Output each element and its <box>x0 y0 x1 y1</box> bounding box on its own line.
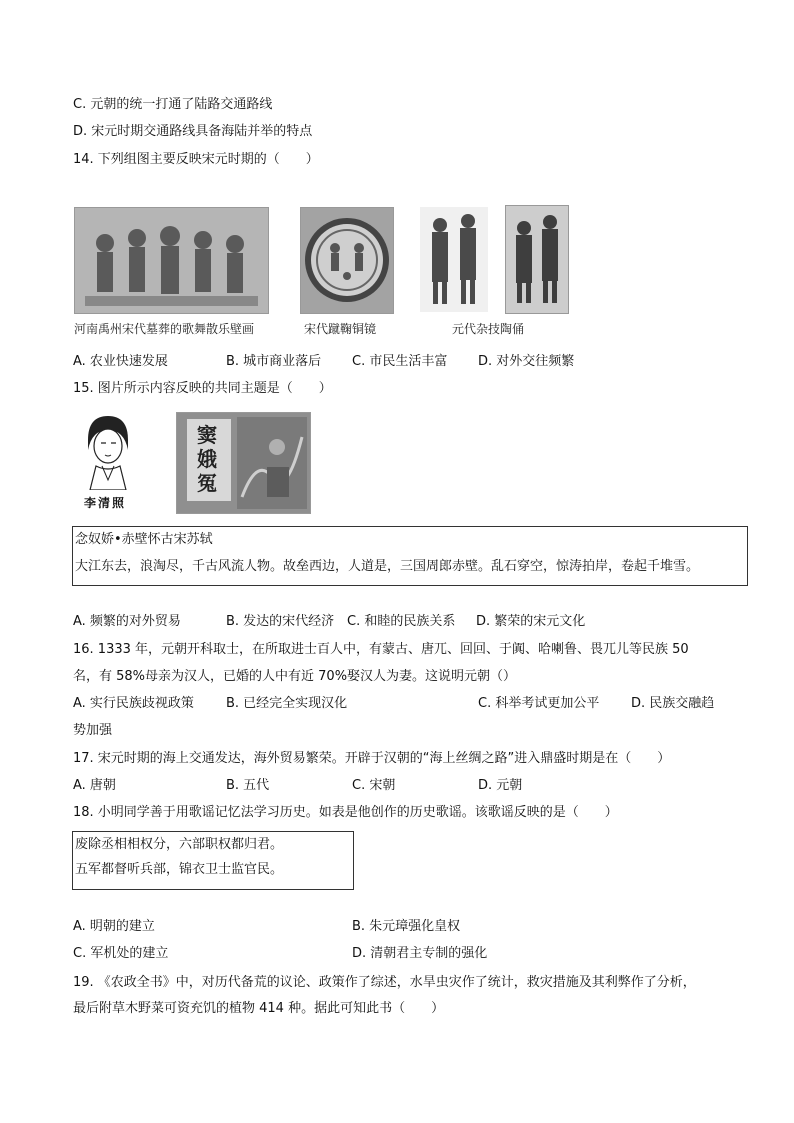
q16-option-d[interactable]: D. 民族交融趋 <box>631 696 715 711</box>
q14-stem: 14. 下列组图主要反映宋元时期的（ ） <box>73 152 319 167</box>
mural-figures-icon <box>75 208 268 313</box>
poem-text: 大江东去，浪淘尽，千古风流人物。故垒西边，人道是，三国周郎赤壁。乱石穿空，惊涛拍岸，卷起千堆雪。 <box>75 559 700 574</box>
cover-char-1: 窦 <box>197 423 217 447</box>
poem-box <box>72 526 748 586</box>
q16-option-a[interactable]: A. 实行民族歧视政策 <box>73 696 194 711</box>
cover-illustration-icon <box>237 417 307 509</box>
q17-option-a[interactable]: A. 唐朝 <box>73 778 116 793</box>
q15-option-a[interactable]: A. 频繁的对外贸易 <box>73 614 181 629</box>
ballad-line-2: 五军都督听兵部，锦衣卫士监官民。 <box>75 862 284 877</box>
q15-option-c[interactable]: C. 和睦的民族关系 <box>347 614 456 629</box>
q18-option-a[interactable]: A. 明朝的建立 <box>73 919 155 934</box>
cuju-mirror-image <box>300 207 394 314</box>
figurine-caption: 元代杂技陶俑 <box>452 322 525 336</box>
q16-option-d-continuation: 势加强 <box>73 723 113 738</box>
q18-option-b[interactable]: B. 朱元璋强化皇权 <box>352 919 461 934</box>
q16-line-2: 名，有 58%母亲为汉人，已婚的人中有近 70%娶汉人为妻。这说明元朝（） <box>73 669 517 684</box>
mirror-caption: 宋代蹴鞠铜镜 <box>304 322 377 336</box>
mural-caption: 河南禹州宋代墓葬的歌舞散乐壁画 <box>74 322 255 336</box>
song-mural-image <box>74 207 269 314</box>
ballad-line-1: 废除丞相相权分，六部职权都归君。 <box>75 837 284 852</box>
poem-title: 念奴娇•赤壁怀古宋苏轼 <box>75 532 213 547</box>
yuan-figurine-image-2 <box>505 205 569 314</box>
q15-option-b[interactable]: B. 发达的宋代经济 <box>226 614 335 629</box>
q14-option-b[interactable]: B. 城市商业落后 <box>226 354 322 369</box>
q17-option-c[interactable]: C. 宋朝 <box>352 778 396 793</box>
q18-option-d[interactable]: D. 清朝君主专制的强化 <box>352 946 488 961</box>
figurine-pair-icon <box>506 206 568 313</box>
ballad-box <box>72 831 354 890</box>
q17-option-b[interactable]: B. 五代 <box>226 778 270 793</box>
q14-option-a[interactable]: A. 农业快速发展 <box>73 354 168 369</box>
bronze-mirror-icon <box>301 208 393 313</box>
q13-option-c: C. 元朝的统一打通了陆路交通路线 <box>73 97 273 112</box>
yuan-figurine-image-1 <box>420 207 488 312</box>
q16-line-1: 16. 1333 年，元朝开科取士，在所取进士百人中，有蒙古、唐兀、回回、于阗、哈喇鲁、畏兀儿等民族 50 <box>73 642 689 657</box>
q13-option-d: D. 宋元时期交通路线具备海陆并举的特点 <box>73 124 313 139</box>
q18-stem: 18. 小明同学善于用歌谣记忆法学习历史。如表是他创作的历史歌谣。该歌谣反映的是（ ） <box>73 805 618 820</box>
q14-option-d[interactable]: D. 对外交往频繁 <box>478 354 575 369</box>
q17-option-d[interactable]: D. 元朝 <box>478 778 523 793</box>
li-qingzhao-portrait <box>74 410 142 513</box>
portrait-label: 李清照 <box>84 496 127 510</box>
q19-line-1: 19. 《农政全书》中，对历代备荒的议论、政策作了综述，水旱虫灾作了统计，救灾措施及其利弊作了分析， <box>73 975 696 990</box>
q14-option-c[interactable]: C. 市民生活丰富 <box>352 354 448 369</box>
portrait-icon <box>74 410 142 490</box>
q16-option-b[interactable]: B. 已经完全实现汉化 <box>226 696 348 711</box>
cover-char-3: 冤 <box>197 471 217 495</box>
q15-option-d[interactable]: D. 繁荣的宋元文化 <box>476 614 586 629</box>
figurine-icon <box>420 207 488 312</box>
q19-line-2: 最后附草木野菜可资充饥的植物 414 种。据此可知此书（ ） <box>73 1001 445 1016</box>
dou-e-yuan-cover <box>176 412 311 514</box>
cover-char-2: 娥 <box>197 447 217 471</box>
q17-stem: 17. 宋元时期的海上交通发达，海外贸易繁荣。开辟于汉朝的“海上丝绸之路”进入鼎盛时期是在（ ） <box>73 751 671 766</box>
q18-option-c[interactable]: C. 军机处的建立 <box>73 946 169 961</box>
q16-option-c[interactable]: C. 科举考试更加公平 <box>478 696 600 711</box>
q15-stem: 15. 图片所示内容反映的共同主题是（ ） <box>73 381 332 396</box>
cover-title-panel <box>187 419 231 501</box>
